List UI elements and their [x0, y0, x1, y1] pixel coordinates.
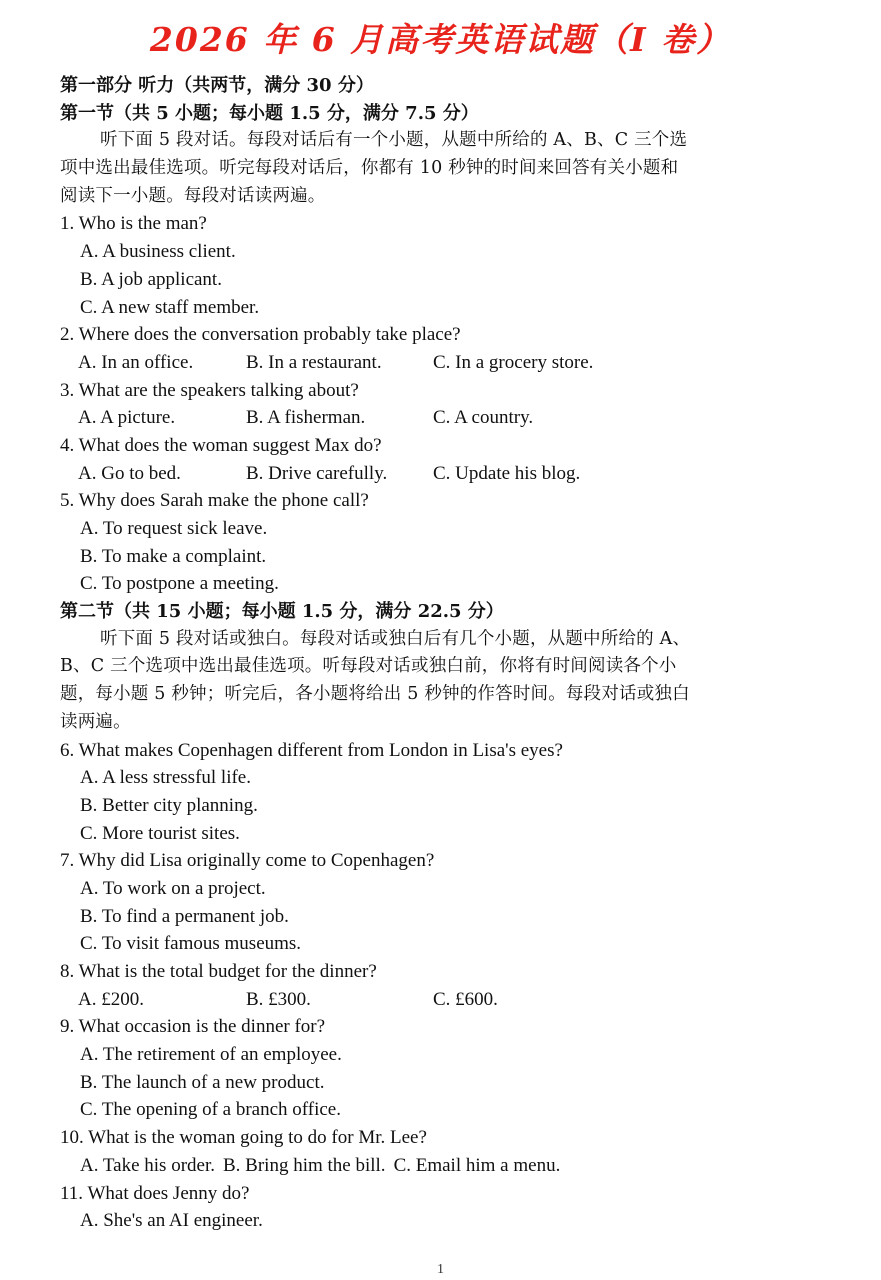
- question-8-option-b: B. £300.: [246, 988, 311, 1010]
- section1-instructions-line-2: 项中选出最佳选项。听完每段对话后，你都有 10 秒钟的时间来回答有关小题和: [60, 158, 679, 179]
- question-10-stem: 10. What is the woman going to do for Mr. Lee?: [60, 1127, 427, 1149]
- question-3-options: [60, 404, 820, 432]
- question-7-option-a: A. To work on a project.: [80, 877, 266, 899]
- question-7-option-c: C. To visit famous museums.: [80, 933, 302, 955]
- question-6-option-b: B. Better city planning.: [80, 794, 258, 816]
- section2-instructions-line-2: B、C 三个选项中选出最佳选项。听每段对话或独白前，你将有时间阅读各个小: [60, 656, 677, 677]
- question-3-stem: 3. What are the speakers talking about?: [60, 379, 359, 401]
- question-6-option-a: A. A less stressful life.: [80, 767, 251, 789]
- question-8-stem: 8. What is the total budget for the dinner?: [60, 961, 377, 982]
- question-10-option-a: A. Take his order.: [80, 1154, 215, 1176]
- section1-instructions-line-3: 阅读下一小题。每段对话读两遍。: [60, 185, 326, 206]
- question-4-options: [60, 460, 820, 488]
- question-4-stem: 4. What does the woman suggest Max do?: [60, 434, 382, 456]
- question-5-stem: 5. Why does Sarah make the phone call?: [60, 490, 369, 512]
- question-10-option-c: C. Email him a menu.: [393, 1154, 561, 1176]
- question-3-option-a: A. A picture.: [78, 407, 176, 429]
- question-1-option-c: C. A new staff member.: [80, 296, 260, 318]
- question-7-stem: 7. Why did Lisa originally come to Copenhagen?: [60, 850, 435, 872]
- section2-instructions-line-4: 读两遍。: [60, 711, 131, 732]
- question-11-option-a: A. She's an AI engineer.: [80, 1210, 263, 1232]
- question-5-option-b: B. To make a complaint.: [80, 545, 267, 567]
- question-3-option-c: C. A country.: [433, 407, 534, 429]
- question-9-stem: 9. What occasion is the dinner for?: [60, 1016, 326, 1038]
- section2-heading: 第二节（共 15 小题；每小题 1.5 分，满分 22.5 分）: [60, 601, 504, 623]
- question-5-option-c: C. To postpone a meeting.: [80, 573, 279, 595]
- section1-heading: 第一节（共 5 小题；每小题 1.5 分，满分 7.5 分）: [60, 102, 479, 124]
- question-4-option-b: B. Drive carefully.: [246, 462, 388, 484]
- question-10-option-b: B. Bring him the bill.: [223, 1154, 386, 1176]
- question-11-stem: 11. What does Jenny do?: [60, 1182, 250, 1204]
- question-5-option-a: A. To request sick leave.: [80, 518, 268, 539]
- question-8-options: [60, 986, 820, 1014]
- question-2-option-c: C. In a grocery store.: [433, 351, 594, 373]
- question-2-option-b: B. In a restaurant.: [246, 351, 382, 373]
- question-6-stem: 6. What makes Copenhagen different from London in Lisa's eyes?: [60, 739, 563, 761]
- question-4-option-a: A. Go to bed.: [78, 462, 181, 484]
- part1-heading: 第一部分 听力（共两节，满分 30 分）: [60, 75, 374, 96]
- question-2-stem: 2. Where does the conversation probably take place?: [60, 324, 461, 346]
- question-9-option-b: B. The launch of a new product.: [80, 1071, 325, 1093]
- page-number: 1: [437, 1262, 444, 1277]
- question-9-option-c: C. The opening of a branch office.: [80, 1099, 341, 1121]
- section1-instructions-line-1: 听下面 5 段对话。每段对话后有一个小题，从题中所给的 A、B、C 三个选: [100, 130, 688, 151]
- question-10-options: [60, 1152, 820, 1180]
- question-2-option-a: A. In an office.: [78, 351, 194, 373]
- section2-instructions-line-3: 题，每小题 5 秒钟；听完后，各小题将给出 5 秒钟的作答时间。每段对话或独白: [60, 684, 690, 705]
- question-2-options: [60, 349, 820, 377]
- question-8-option-a: A. £200.: [78, 988, 144, 1010]
- exam-content: [60, 72, 820, 1235]
- question-3-option-b: B. A fisherman.: [246, 407, 366, 429]
- question-1-stem: 1. Who is the man?: [60, 213, 207, 235]
- question-1-option-b: B. A job applicant.: [80, 268, 222, 290]
- question-1-option-a: A. A business client.: [80, 241, 236, 263]
- question-7-option-b: B. To find a permanent job.: [80, 905, 289, 927]
- exam-title: 2026 年 6 月高考英语试题（I 卷）: [149, 20, 732, 59]
- section2-instructions-line-1: 听下面 5 段对话或独白。每段对话或独白后有几个小题，从题中所给的 A、: [100, 628, 691, 649]
- question-9-option-a: A. The retirement of an employee.: [80, 1044, 342, 1066]
- question-4-option-c: C. Update his blog.: [433, 462, 581, 484]
- question-8-option-c: C. £600.: [433, 988, 498, 1010]
- question-6-option-c: C. More tourist sites.: [80, 822, 240, 844]
